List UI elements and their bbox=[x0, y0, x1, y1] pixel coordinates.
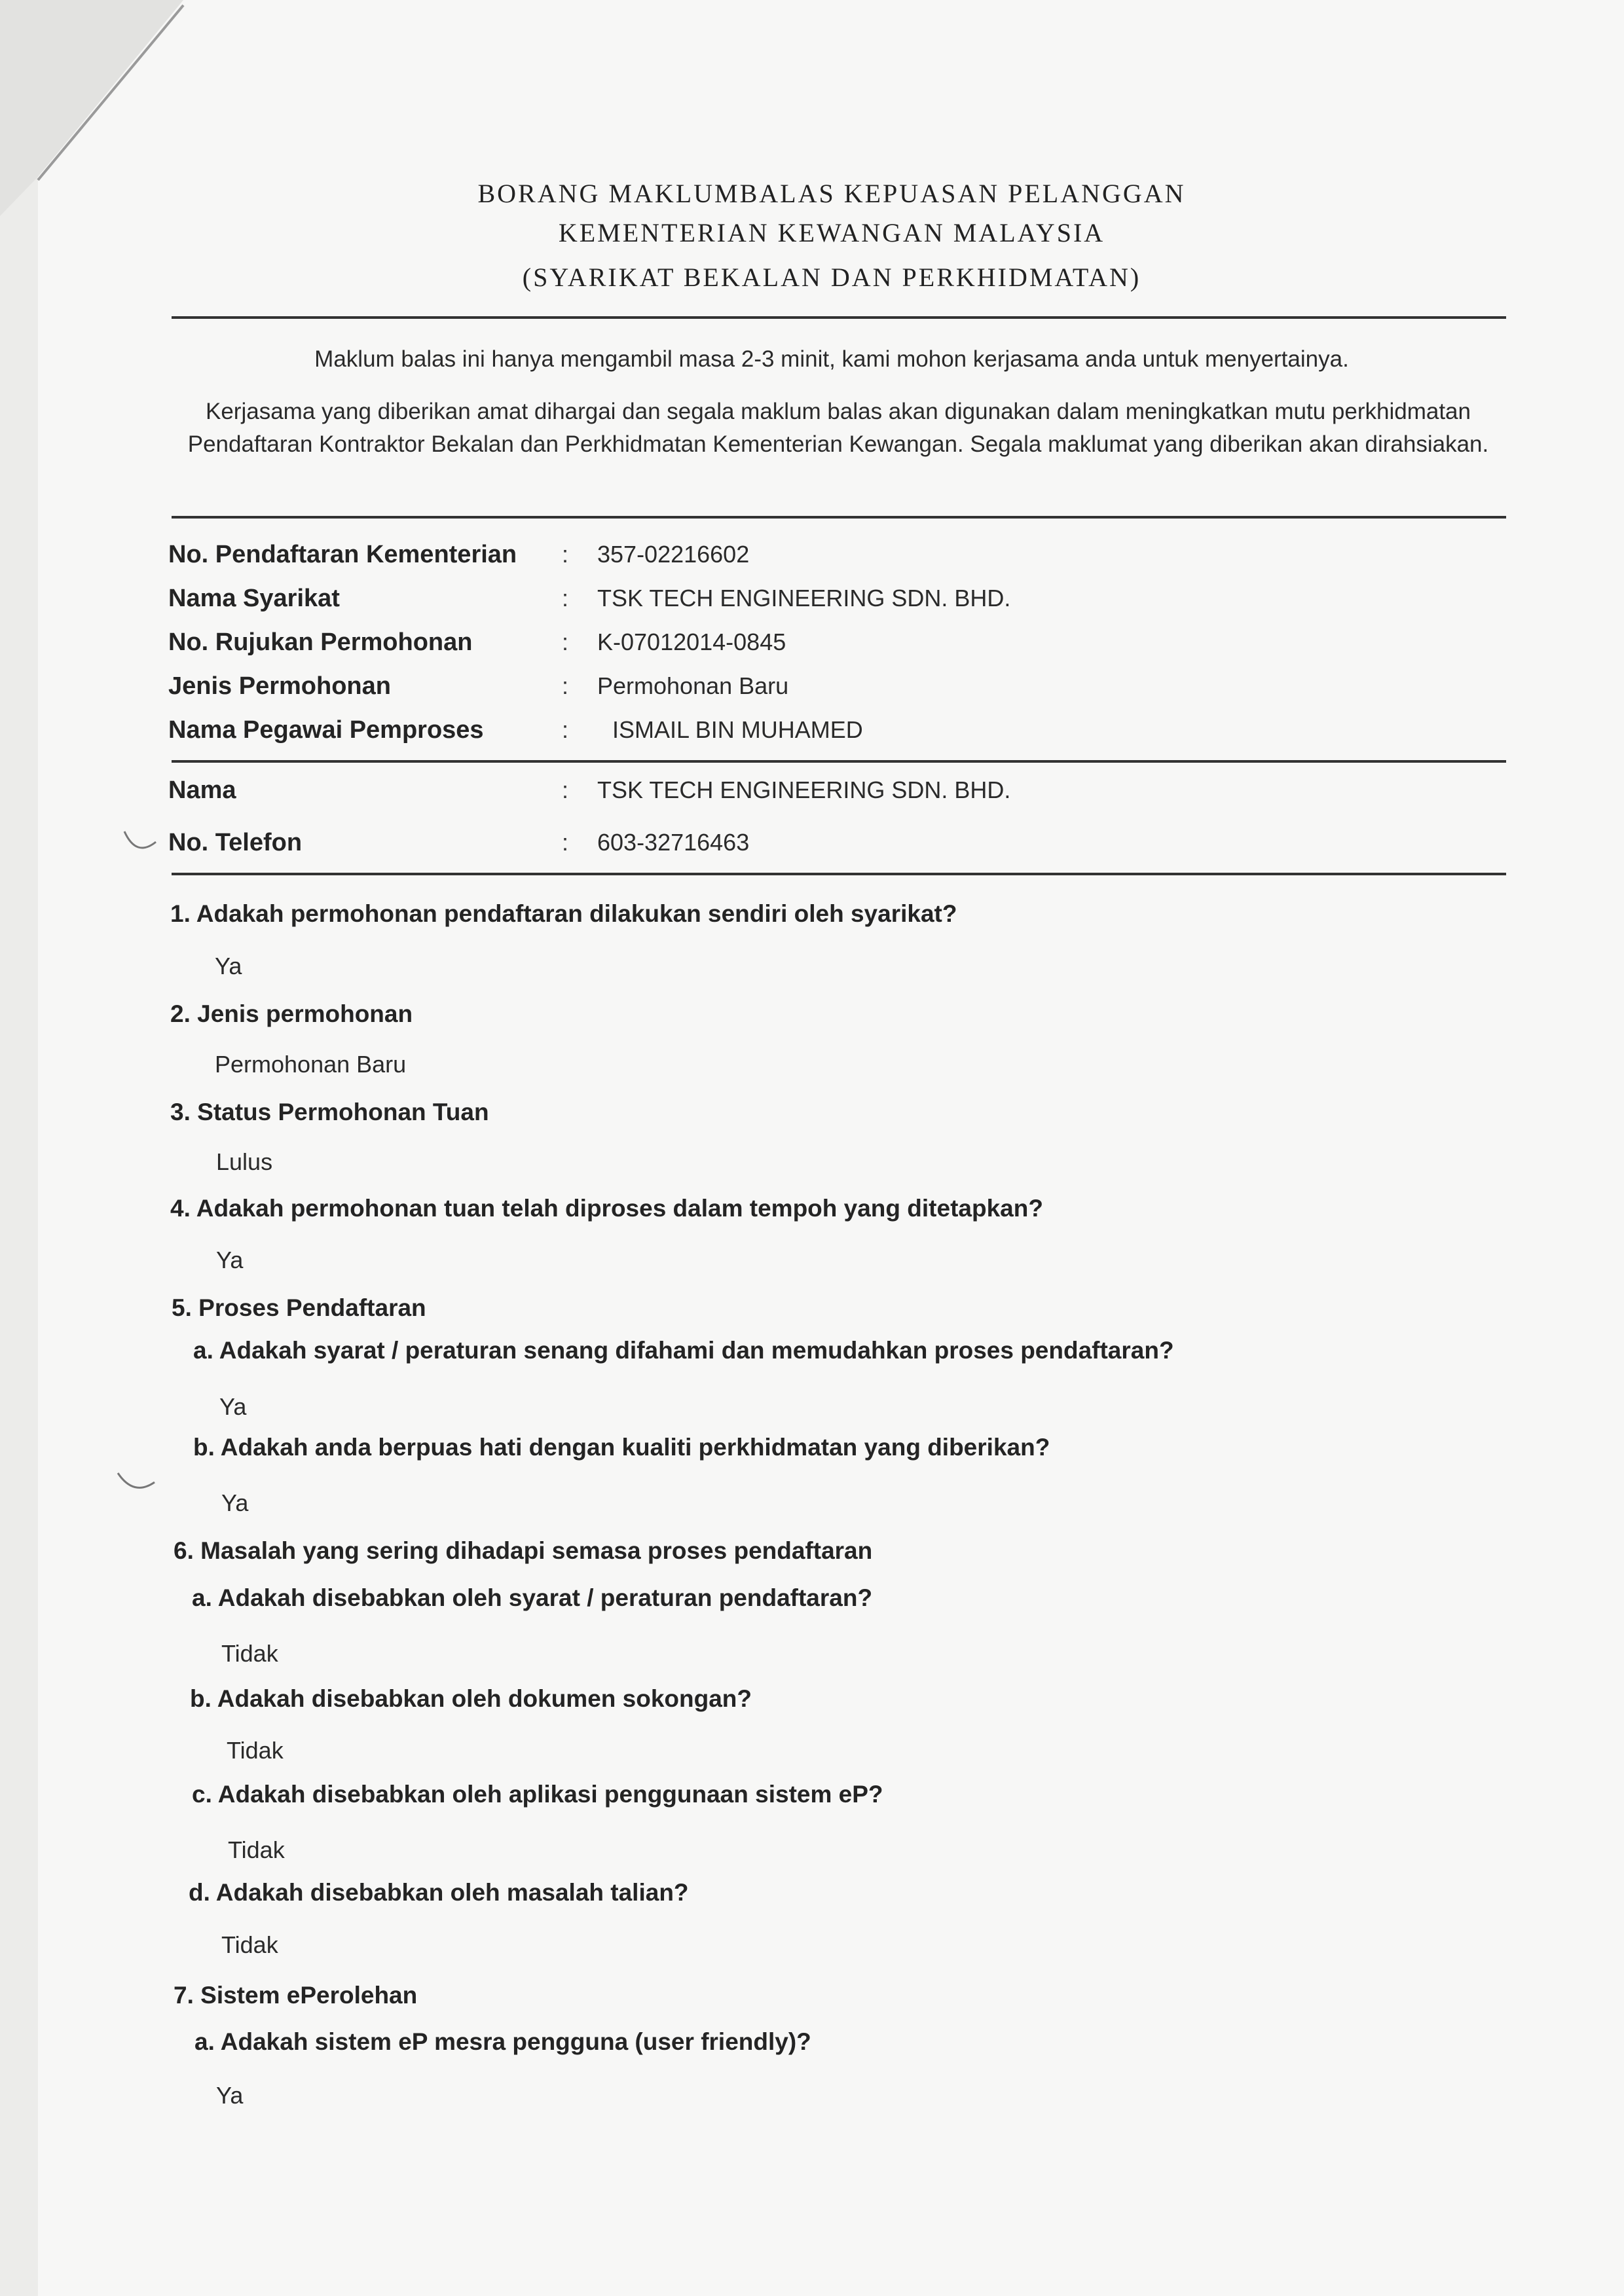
question-5: 5. Proses Pendaftaran bbox=[172, 1294, 426, 1321]
info-label: No. Telefon bbox=[168, 829, 303, 856]
info-value: TSK TECH ENGINEERING SDN. BHD. bbox=[597, 585, 1011, 611]
scan-left-shadow bbox=[0, 0, 38, 2296]
colon: : bbox=[562, 629, 569, 655]
info-value: 603-32716463 bbox=[597, 829, 750, 856]
answer-6b: Tidak bbox=[227, 1737, 284, 1764]
colon: : bbox=[562, 829, 569, 856]
question-1: 1. Adakah permohonan pendaftaran dilakukan sendiri oleh syarikat? bbox=[170, 900, 957, 927]
answer-6c: Tidak bbox=[228, 1836, 285, 1863]
answer-3: Lulus bbox=[216, 1148, 273, 1175]
question-7a: a. Adakah sistem eP mesra pengguna (user friendly)? bbox=[194, 2028, 811, 2055]
colon: : bbox=[562, 716, 569, 743]
colon: : bbox=[562, 585, 569, 611]
colon: : bbox=[562, 672, 569, 699]
info-value: 357-02216602 bbox=[597, 541, 750, 568]
info-value: Permohonan Baru bbox=[597, 672, 789, 699]
info-label: No. Rujukan Permohonan bbox=[168, 629, 473, 656]
info-label: Nama Syarikat bbox=[168, 585, 340, 612]
question-6: 6. Masalah yang sering dihadapi semasa proses pendaftaran bbox=[174, 1537, 873, 1564]
answer-6d: Tidak bbox=[221, 1931, 278, 1958]
question-2: 2. Jenis permohonan bbox=[170, 1000, 413, 1027]
answer-1: Ya bbox=[215, 953, 242, 979]
question-7: 7. Sistem ePerolehan bbox=[174, 1982, 418, 2009]
answer-2: Permohonan Baru bbox=[215, 1051, 407, 1078]
divider bbox=[172, 316, 1506, 319]
divider bbox=[172, 873, 1506, 875]
colon: : bbox=[562, 541, 569, 568]
form-title-line-2: KEMENTERIAN KEWANGAN MALAYSIA bbox=[558, 218, 1105, 247]
divider bbox=[172, 760, 1506, 763]
answer-5a: Ya bbox=[219, 1393, 247, 1420]
info-value: K-07012014-0845 bbox=[597, 629, 786, 655]
contact-row-phone bbox=[0, 829, 1624, 868]
question-6b: b. Adakah disebabkan oleh dokumen sokongan? bbox=[190, 1685, 752, 1712]
info-row-processing-officer bbox=[0, 716, 1624, 756]
info-label: Nama Pegawai Pemproses bbox=[168, 716, 484, 744]
answer-6a: Tidak bbox=[221, 1640, 278, 1667]
info-value: TSK TECH ENGINEERING SDN. BHD. bbox=[597, 776, 1011, 803]
question-6d: d. Adakah disebabkan oleh masalah talian? bbox=[189, 1879, 689, 1906]
info-label: No. Pendaftaran Kementerian bbox=[168, 541, 517, 568]
info-row-registration-no bbox=[0, 541, 1624, 580]
info-row-application-ref bbox=[0, 629, 1624, 668]
info-label: Nama bbox=[168, 776, 236, 804]
question-6a: a. Adakah disebabkan oleh syarat / peraturan pendaftaran? bbox=[192, 1584, 873, 1611]
question-4: 4. Adakah permohonan tuan telah diproses dalam tempoh yang ditetapkan? bbox=[170, 1195, 1043, 1222]
question-5a: a. Adakah syarat / peraturan senang difahami dan memudahkan proses pendaftaran? bbox=[193, 1337, 1174, 1364]
answer-7a: Ya bbox=[216, 2082, 244, 2109]
intro-text-1: Maklum balas ini hanya mengambil masa 2-3 minit, kami mohon kerjasama anda untuk menyertainya. bbox=[314, 346, 1349, 372]
answer-5b: Ya bbox=[221, 1489, 249, 1516]
intro-text-2: Kerjasama yang diberikan amat dihargai dan segala maklum balas akan digunakan dalam meningkatkan mutu perkhidmatan Pendaftaran Kontraktor Bekalan dan Perkhidmatan Kementerian Kewangan. Segala maklumat yang diberikan akan dirahsiakan. bbox=[187, 399, 1489, 457]
form-title-line-3: (SYARIKAT BEKALAN DAN PERKHIDMATAN) bbox=[522, 263, 1141, 292]
info-value: ISMAIL BIN MUHAMED bbox=[612, 716, 863, 743]
divider bbox=[172, 516, 1506, 519]
punch-hole-mark bbox=[118, 1473, 155, 1487]
info-label: Jenis Permohonan bbox=[168, 672, 391, 700]
question-3: 3. Status Permohonan Tuan bbox=[170, 1099, 489, 1125]
info-row-company-name bbox=[0, 585, 1624, 624]
question-5b: b. Adakah anda berpuas hati dengan kualiti perkhidmatan yang diberikan? bbox=[193, 1434, 1050, 1461]
contact-row-name bbox=[0, 776, 1624, 816]
info-row-application-type bbox=[0, 672, 1624, 712]
colon: : bbox=[562, 776, 569, 803]
form-title-line-1: BORANG MAKLUMBALAS KEPUASAN PELANGGAN bbox=[477, 179, 1186, 208]
answer-4: Ya bbox=[216, 1247, 244, 1273]
question-6c: c. Adakah disebabkan oleh aplikasi penggunaan sistem eP? bbox=[192, 1781, 883, 1808]
